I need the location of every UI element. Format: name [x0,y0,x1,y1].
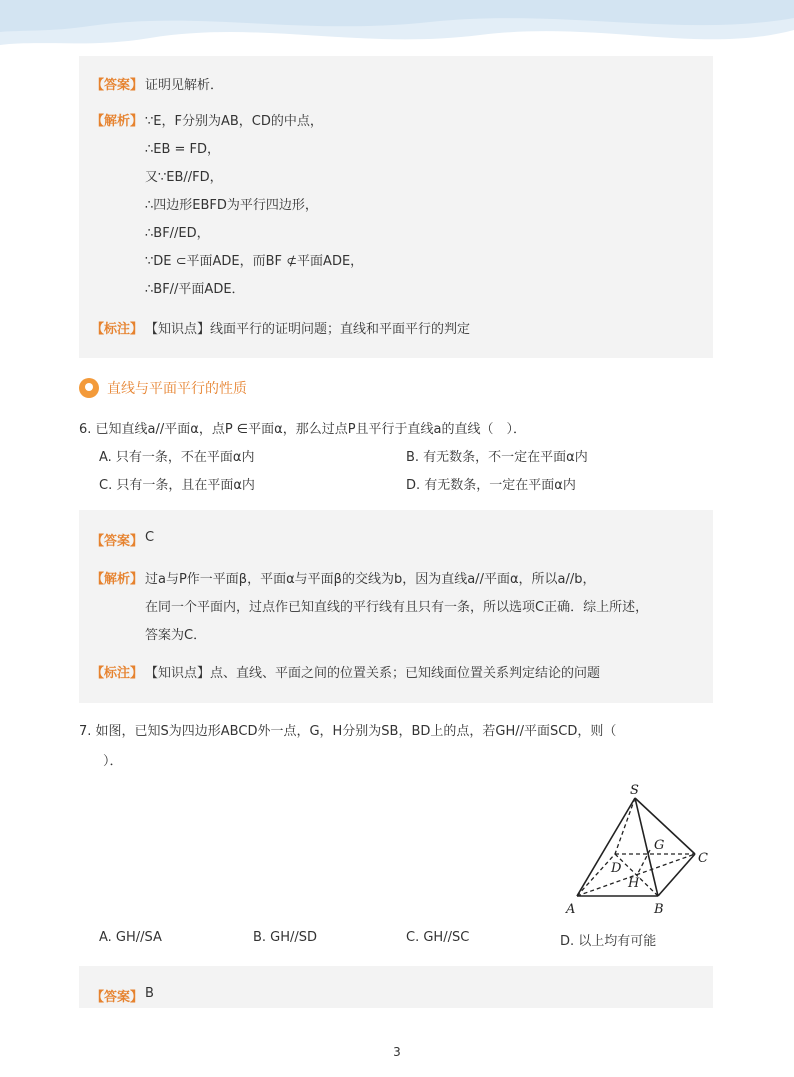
lightbulb-icon [79,378,99,398]
q7-option-d: D. 以上均有可能 [560,934,657,949]
note-tag: 【标注】 [91,666,144,681]
analysis-step: ∵DE ⊂平面ADE，而BF ⊄平面ADE， [145,254,364,269]
answer-text: B [145,986,154,1001]
label-s: S [630,783,639,798]
note-text: 【知识点】线面平行的证明问题；直线和平面平行的判定 [145,322,471,337]
label-b: B [654,902,664,917]
q6-stem: 6. 已知直线a//平面α，点P ∈平面α，那么过点P且平行于直线a的直线（ ）． [79,422,527,437]
analysis-line: 答案为C． [145,628,207,643]
label-g: G [654,838,665,853]
analysis-step: ∵E，F分别为AB，CD的中点， [145,114,323,129]
analysis-tag: 【解析】 [91,114,144,129]
q7-option-b: B. GH//SD [253,930,318,945]
analysis-step: ∴EB = FD， [145,142,221,157]
analysis-step: ∴BF//ED， [145,226,210,241]
q6-answer-box [79,510,713,703]
answer-tag: 【答案】 [91,990,144,1005]
page-number: 3 [393,1045,401,1059]
section-header [79,378,247,398]
answer-text: 证明见解析． [145,78,224,93]
q7-stem-line1: 7. 如图，已知S为四边形ABCD外一点，G，H分别为SB，BD上的点，若GH//平面SCD，则（ [79,724,617,739]
note-tag: 【标注】 [91,322,144,337]
analysis-step: 又∵EB//FD， [145,170,223,185]
section-title: 直线与平面平行的性质 [107,381,247,397]
q7-answer-box [79,966,713,1008]
q7-option-c: C. GH//SC [406,930,470,945]
label-h: H [628,876,640,891]
analysis-line: 在同一个平面内，过点作已知直线的平行线有且只有一条，所以选项C正确．综上所述， [145,600,649,615]
answer-tag: 【答案】 [91,534,144,549]
header-wave-decoration [0,0,794,60]
q6-option-b: B. 有无数条，不一定在平面α内 [406,450,588,465]
pyramid-figure [555,778,715,923]
analysis-step: ∴四边形EBFD为平行四边形， [145,198,318,213]
note-text: 【知识点】点、直线、平面之间的位置关系；已知线面位置关系判定结论的问题 [145,666,601,681]
q7-option-a: A. GH//SA [99,930,162,945]
q6-option-d: D. 有无数条，一定在平面α内 [406,478,576,493]
analysis-step: ∴BF//平面ADE． [145,282,245,297]
q6-option-a: A. 只有一条，不在平面α内 [99,450,255,465]
analysis-line: 过a与P作一平面β，平面α与平面β的交线为b，因为直线a//平面α，所以a//b， [145,572,596,587]
q7-stem-line2: ）． [103,754,123,769]
label-a: A [566,902,576,917]
q6-option-c: C. 只有一条，且在平面α内 [99,478,255,493]
label-d: D [611,861,622,876]
analysis-tag: 【解析】 [91,572,144,587]
q5-answer-box [79,56,713,358]
answer-tag: 【答案】 [91,78,144,93]
answer-text: C [145,530,155,545]
label-c: C [698,851,708,866]
